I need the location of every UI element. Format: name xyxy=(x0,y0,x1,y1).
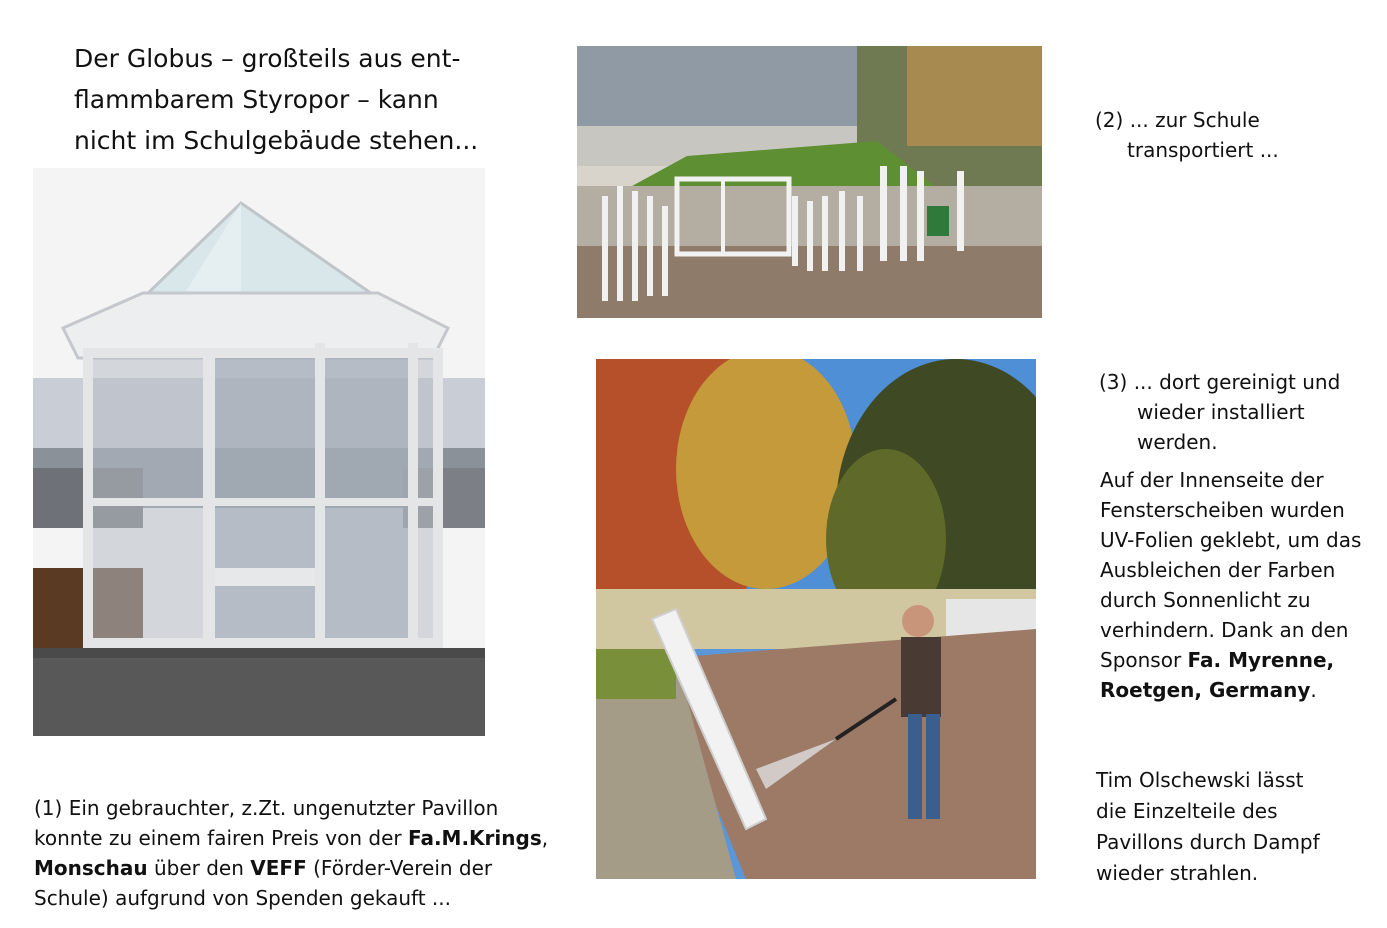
caption-2-line-1: (2) ... zur Schule xyxy=(1095,108,1260,132)
pavilion-photo xyxy=(33,168,485,736)
caption-1-line-3 xyxy=(34,853,548,883)
uv-line-8 xyxy=(1100,675,1361,705)
caption-1-text: konnte zu einem fairen Preis von der xyxy=(34,826,408,850)
uv-line-1: Auf der Innenseite der xyxy=(1100,468,1324,492)
page-title xyxy=(74,38,478,161)
title-line-3: nicht im Schulgebäude stehen... xyxy=(74,126,479,155)
uv-line-4: Ausbleichen der Farben xyxy=(1100,558,1336,582)
uv-line-5: durch Sonnenlicht zu xyxy=(1100,588,1311,612)
caption-2-line-2: transportiert ... xyxy=(1127,138,1279,162)
uv-line-6: verhindern. Dank an den xyxy=(1100,618,1349,642)
tim-caption xyxy=(1096,765,1320,889)
caption-1-line-2 xyxy=(34,823,548,853)
veff-name: VEFF xyxy=(250,856,307,880)
caption-1-line-4: Schule) aufgrund von Spenden gekauft ... xyxy=(34,886,451,910)
uv-line-3: UV-Folien geklebt, um das xyxy=(1100,528,1362,552)
title-line-1: Der Globus – großteils aus ent- xyxy=(74,44,461,73)
caption-3-line-3: werden. xyxy=(1137,430,1218,454)
caption-1-text-3: (Förder-Verein der xyxy=(306,856,493,880)
tim-line-3: Pavillons durch Dampf xyxy=(1096,830,1320,854)
sponsor-krings: Fa.M.Krings xyxy=(407,826,542,850)
sponsor-label: Sponsor xyxy=(1100,648,1188,672)
uv-line-2: Fensterscheiben wurden xyxy=(1100,498,1345,522)
caption-1-comma: , xyxy=(541,826,549,850)
caption-1-text-2: über den xyxy=(147,856,251,880)
caption-1 xyxy=(34,793,548,913)
parts-photo xyxy=(577,46,1042,318)
caption-3-line-2: wieder installiert xyxy=(1137,400,1305,424)
tim-line-1: Tim Olschewski lässt xyxy=(1096,768,1304,792)
uv-film-text xyxy=(1100,465,1361,705)
caption-1-line-1: (1) Ein gebrauchter, z.Zt. ungenutzter Pavillon xyxy=(34,796,499,820)
tim-line-4: wieder strahlen. xyxy=(1096,861,1259,885)
town-monschau: Monschau xyxy=(34,856,148,880)
sponsor-period: . xyxy=(1310,678,1317,702)
caption-2 xyxy=(1095,105,1279,165)
caption-3-line-1: (3) ... dort gereinigt und xyxy=(1099,370,1341,394)
cleaning-photo xyxy=(596,359,1036,879)
caption-3 xyxy=(1099,367,1340,457)
uv-line-7 xyxy=(1100,645,1361,675)
sponsor-myrenne: Fa. Myrenne, xyxy=(1187,648,1335,672)
tim-line-2: die Einzelteile des xyxy=(1096,799,1278,823)
title-line-2: flammbarem Styropor – kann xyxy=(74,85,439,114)
sponsor-location: Roetgen, Germany xyxy=(1100,678,1311,702)
